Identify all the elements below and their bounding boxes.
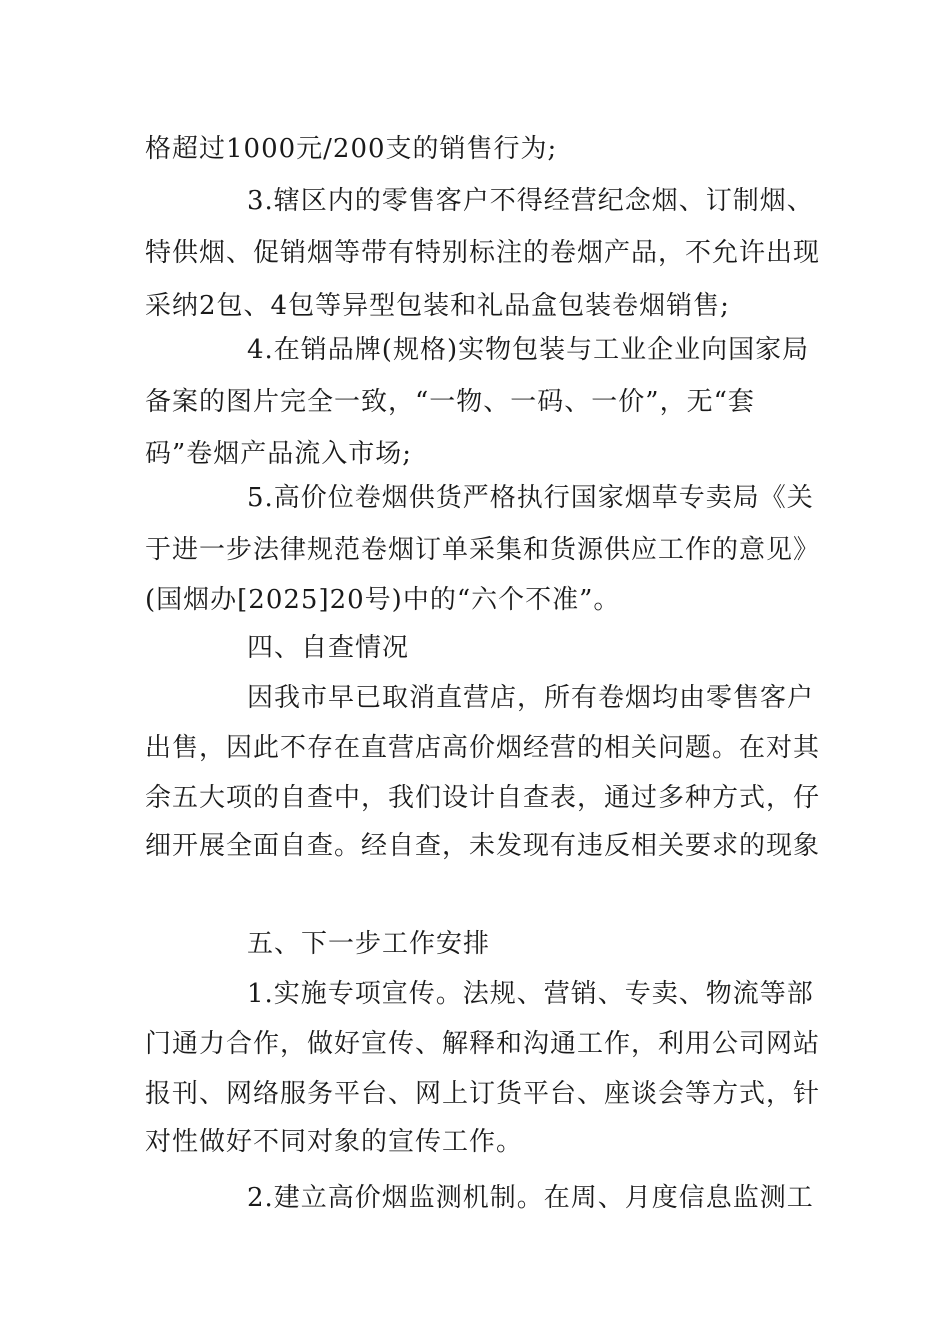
text-line: 1.实施专项宣传。法规、营销、专卖、物流等部 — [247, 979, 814, 1009]
section-heading: 五、下一步工作安排 — [247, 929, 491, 959]
text-line: 格超过1000元/200支的销售行为; — [145, 134, 558, 164]
text-line: 特供烟、促销烟等带有特别标注的卷烟产品，不允许出现 — [145, 238, 821, 268]
text-line: 因我市早已取消直营店，所有卷烟均由零售客户 — [247, 683, 815, 713]
text-line: 码”卷烟产品流入市场; — [145, 439, 413, 469]
text-line: 4.在销品牌(规格)实物包装与工业企业向国家局 — [247, 335, 810, 365]
text-line: 3.辖区内的零售客户不得经营纪念烟、订制烟、 — [247, 186, 814, 216]
section-heading: 四、自查情况 — [247, 633, 410, 663]
text-line: 采纳2包、4包等异型包装和礼品盒包装卷烟销售; — [145, 291, 730, 321]
text-line: 于进一步法律规范卷烟订单采集和货源供应工作的意见》 — [145, 535, 821, 565]
text-line: 出售，因此不存在直营店高价烟经营的相关问题。在对其 — [145, 733, 821, 763]
text-line: 5.高价位卷烟供货严格执行国家烟草专卖局《关 — [247, 483, 814, 513]
text-line: 2.建立高价烟监测机制。在周、月度信息监测工 — [247, 1183, 814, 1213]
text-line: 备案的图片完全一致，“一物、一码、一价”，无“套 — [145, 387, 755, 417]
text-line: 对性做好不同对象的宣传工作。 — [145, 1127, 524, 1157]
text-line: 细开展全面自查。经自查，未发现有违反相关要求的现象 — [145, 831, 821, 861]
text-line: (国烟办[2025]20号)中的“六个不准”。 — [145, 585, 621, 615]
text-line: 报刊、网络服务平台、网上订货平台、座谈会等方式，针 — [145, 1079, 821, 1109]
text-line: 余五大项的自查中，我们设计自查表，通过多种方式，仔 — [145, 783, 821, 813]
text-line: 门通力合作，做好宣传、解释和沟通工作，利用公司网站 — [145, 1029, 821, 1059]
